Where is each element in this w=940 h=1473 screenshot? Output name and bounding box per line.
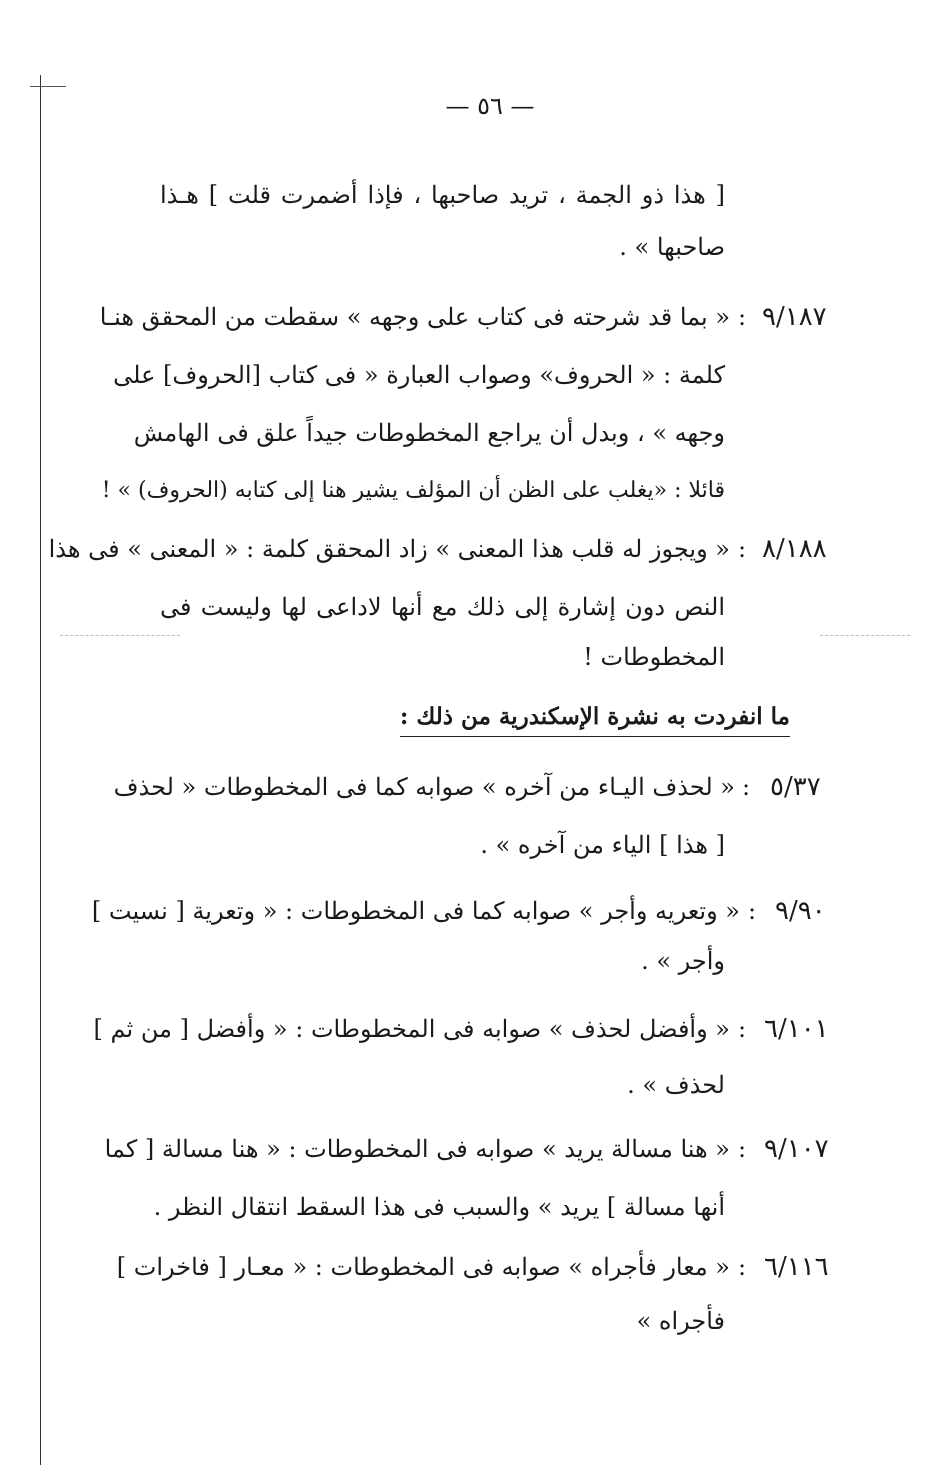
entry-line: « لحذف اليـاء من آخره » صوابه كما فى المخطوطات « لحذف <box>113 773 735 801</box>
entry-line: « ويجوز له قلب هذا المعنى » زاد المحقق كلمة : « المعنى » فى هذا <box>48 535 730 563</box>
faint-dashed-mark <box>820 635 910 636</box>
entry-reference: ٩/١٠٧ <box>764 1134 829 1164</box>
paragraph-line: [ هذا ذو الجمة ، تريد صاحبها ، فإذا أضمرت قلت ] هـذا <box>160 181 725 209</box>
entry-reference: ٩/١٨٧ <box>762 302 827 332</box>
entry-reference: ٦/١٠١ <box>764 1014 829 1044</box>
entry-colon: : <box>738 1253 747 1281</box>
entry-reference: ٥/٣٧ <box>770 772 821 802</box>
entry-colon: : <box>742 773 751 801</box>
page-number: — ٥٦ — <box>445 92 535 120</box>
entry-line: « بما قد شرحته فى كتاب على وجهه » سقطت من المحقق هنـا <box>99 303 730 331</box>
entry-reference: ٨/١٨٨ <box>762 534 827 564</box>
entry-line: وأجر » . <box>641 947 725 975</box>
entry-line: قائلا : «يغلب على الظن أن المؤلف يشير هنا إلى كتابه (الحروف) » ! <box>101 478 725 503</box>
entry-reference: ٦/١١٦ <box>764 1252 829 1282</box>
entry-line: كلمة : « الحروف» وصواب العبارة « فى كتاب [الحروف] على <box>113 361 725 389</box>
entry-reference: ٩/٩٠ <box>775 896 826 926</box>
entry-line: لحذف » . <box>627 1071 725 1099</box>
entry-line: فأجراه » <box>636 1307 725 1335</box>
paragraph-line: صاحبها » . <box>619 233 725 261</box>
entry-line: « معار فأجراه » صوابه فى المخطوطات : « معـار [ فاخرات ] <box>116 1253 730 1281</box>
entry-colon: : <box>748 897 757 925</box>
entry-colon: : <box>738 535 747 563</box>
entry-line: النص دون إشارة إلى ذلك مع أنها لاداعى لها وليست فى <box>160 593 725 621</box>
entry-line: « وتعريه وأجر » صوابه كما فى المخطوطات : « وتعرية [ نسيت ] <box>91 897 740 925</box>
entry-line: « وأفضل لحذف » صوابه فى المخطوطات : « وأفضل [ من ثم ] <box>93 1015 730 1043</box>
entry-line: المخطوطات ! <box>583 643 725 671</box>
entry-colon: : <box>738 1135 747 1163</box>
entry-line: [ هذا ] الياء من آخره » . <box>480 831 725 859</box>
entry-line: « هنا مسالة يريد » صوابه فى المخطوطات : « هنا مسالة [ كما <box>104 1135 730 1163</box>
faint-dashed-mark <box>60 635 180 636</box>
entry-colon: : <box>738 1015 747 1043</box>
entry-line: وجهه » ، وبدل أن يراجع المخطوطات جيداً علق فى الهامش <box>133 419 725 447</box>
section-heading: ما انفردت به نشرة الإسكندرية من ذلك : <box>400 700 790 737</box>
entry-colon: : <box>738 303 747 331</box>
entry-line: أنها مسالة ] يريد » والسبب فى هذا السقط انتقال النظر . <box>153 1193 725 1221</box>
